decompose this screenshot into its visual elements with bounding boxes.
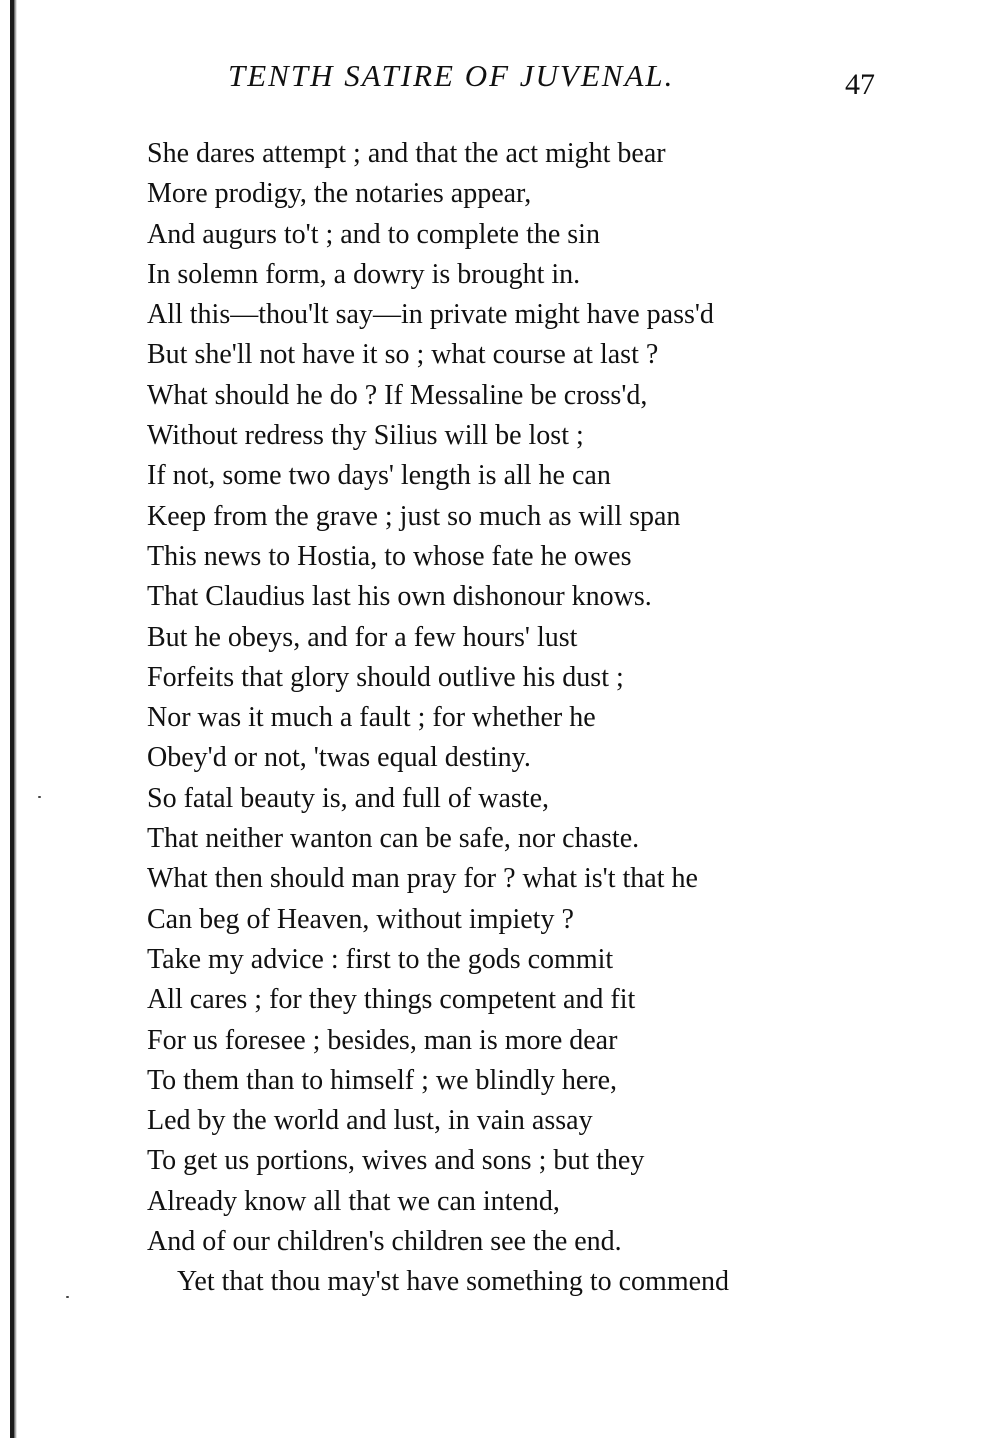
verse-line: All this—thou'lt say—in private might have pass'd: [147, 299, 714, 331]
verse-line: What should he do ? If Messaline be cross'd,: [147, 379, 648, 411]
verse-line: To get us portions, wives and sons ; but they: [147, 1145, 645, 1177]
page-speck: [66, 1296, 69, 1298]
verse-line: But she'll not have it so ; what course at last ?: [147, 339, 659, 371]
verse-line: And augurs to't ; and to complete the sin: [147, 218, 600, 250]
verse-line: Without redress thy Silius will be lost ;: [147, 420, 584, 452]
verse-line: And of our children's children see the end.: [147, 1226, 622, 1258]
poem-text: [147, 134, 729, 1303]
verse-line: This news to Hostia, to whose fate he owes: [147, 540, 632, 572]
verse-line: What then should man pray for ? what is't that he: [147, 863, 698, 895]
binding-shadow: [14, 0, 17, 1438]
verse-line: That neither wanton can be safe, nor chaste.: [147, 823, 640, 855]
verse-line: Can beg of Heaven, without impiety ?: [147, 903, 574, 935]
verse-line: All cares ; for they things competent and fit: [147, 984, 636, 1016]
verse-line: That Claudius last his own dishonour knows.: [147, 581, 652, 613]
verse-line: Obey'd or not, 'twas equal destiny.: [147, 742, 531, 774]
page-speck: [38, 796, 41, 798]
verse-line: For us foresee ; besides, man is more dear: [147, 1024, 618, 1056]
page-number: 47: [845, 68, 875, 101]
verse-line: Led by the world and lust, in vain assay: [147, 1105, 593, 1137]
verse-line: Already know all that we can intend,: [147, 1185, 560, 1217]
verse-line: So fatal beauty is, and full of waste,: [147, 782, 550, 814]
verse-line: But he obeys, and for a few hours' lust: [147, 621, 578, 653]
verse-line: Take my advice : first to the gods commit: [147, 943, 614, 975]
verse-line: To them than to himself ; we blindly here,: [147, 1064, 618, 1096]
page-header: [0, 58, 1000, 102]
verse-line: In solemn form, a dowry is brought in.: [147, 258, 581, 290]
verse-line: Forfeits that glory should outlive his dust ;: [147, 661, 624, 693]
running-title: TENTH SATIRE OF JUVENAL.: [228, 58, 675, 93]
verse-line: If not, some two days' length is all he can: [147, 460, 611, 492]
verse-line: Nor was it much a fault ; for whether he: [147, 702, 596, 734]
verse-line: More prodigy, the notaries appear,: [147, 178, 532, 210]
verse-line: Keep from the grave ; just so much as will span: [147, 500, 681, 532]
verse-line-indented: Yet that thou may'st have something to commend: [177, 1266, 730, 1298]
verse-line: She dares attempt ; and that the act might bear: [147, 138, 666, 169]
